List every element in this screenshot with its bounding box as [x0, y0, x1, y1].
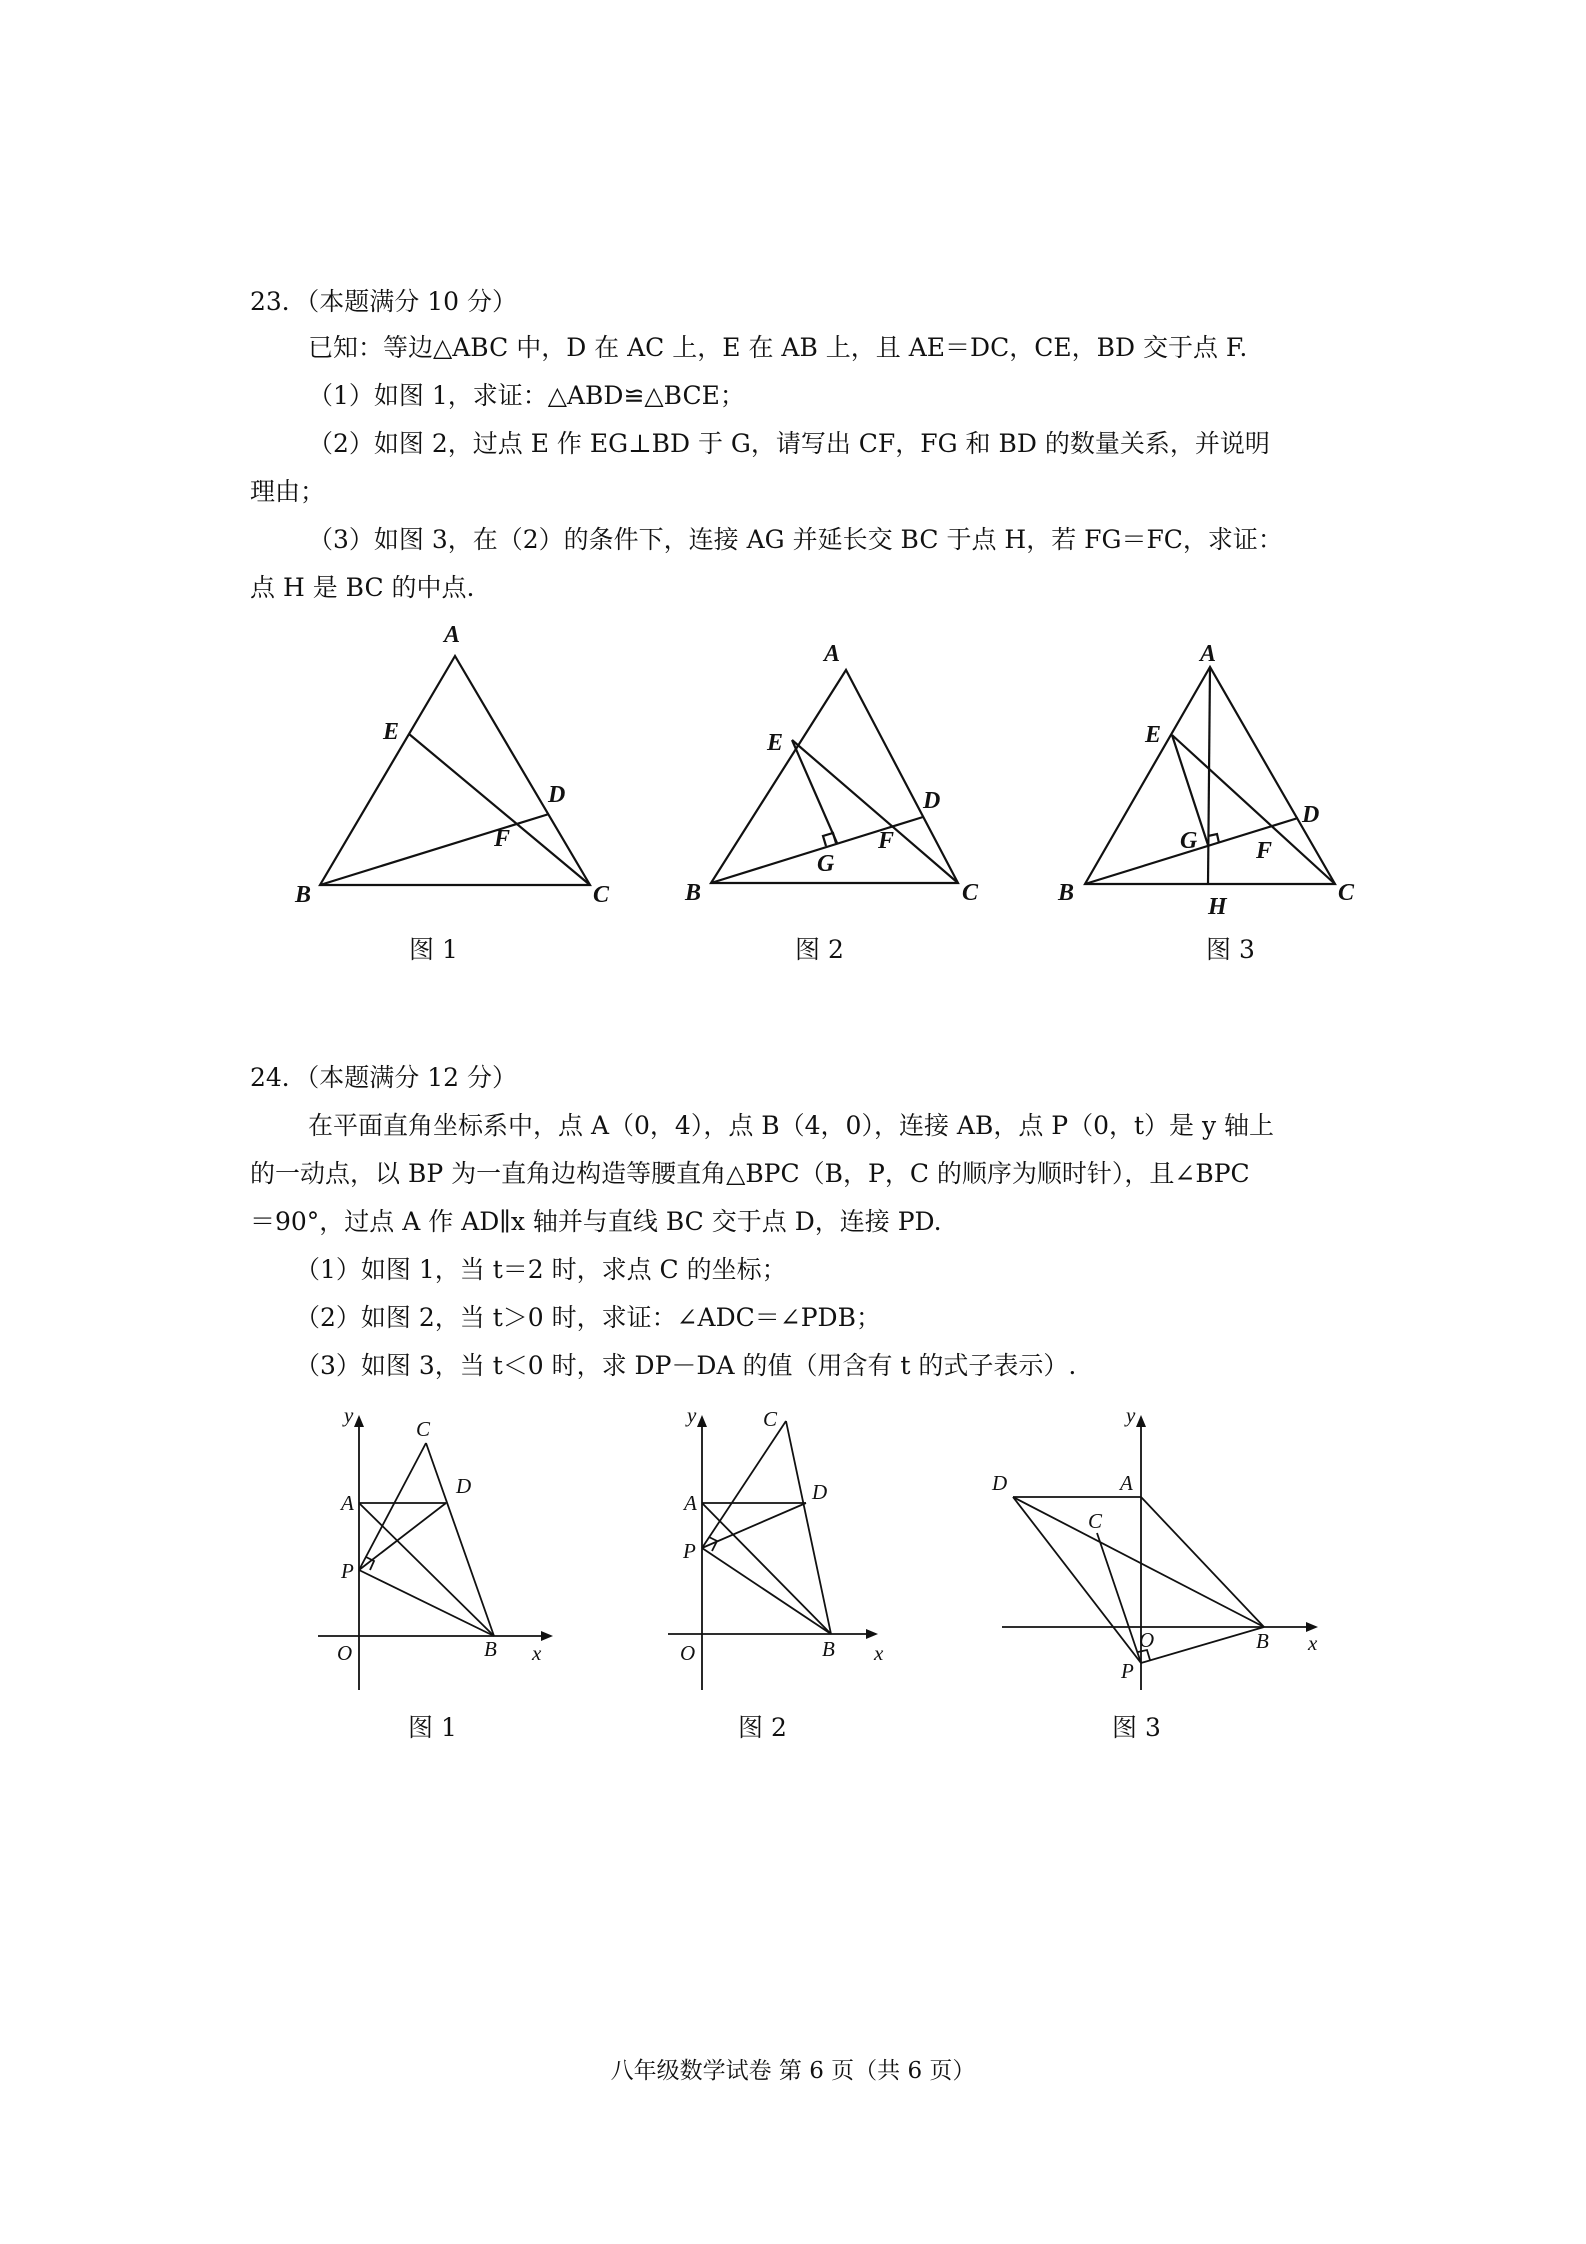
axis-label-y: y	[687, 1403, 697, 1427]
point-label-o: O	[1139, 1628, 1155, 1652]
point-label-b: B	[822, 1637, 835, 1661]
point-label-o: O	[680, 1641, 696, 1665]
point-label-b: B	[1256, 1629, 1269, 1653]
q23-line5: （3）如图 3，在（2）的条件下，连接 AG 并延长交 BC 于点 H，若 FG＝FC，求证：	[308, 525, 1283, 554]
point-label-b: B	[484, 1637, 497, 1661]
point-label-c: C	[416, 1417, 431, 1441]
point-label-p: P	[683, 1539, 696, 1563]
axis-label-y: y	[344, 1403, 354, 1427]
point-label-h: H	[1208, 894, 1227, 920]
q23-figure-2-caption: 图 2	[795, 935, 844, 964]
point-label-a: A	[824, 641, 841, 667]
q23-line3: （2）如图 2，过点 E 作 EG⊥BD 于 G，请写出 CF，FG 和 BD 的数量关系，并说明	[308, 429, 1270, 458]
point-label-a: A	[1120, 1471, 1133, 1495]
point-label-c: C	[593, 882, 610, 908]
q24-figure-1-caption: 图 1	[408, 1713, 457, 1742]
q24-line2: 的一动点，以 BP 为一直角边构造等腰直角△BPC（B，P，C 的顺序为顺时针），且∠BPC	[250, 1159, 1250, 1188]
q23-figure-3	[0, 0, 1586, 1000]
point-label-c: C	[1338, 880, 1355, 906]
segment-ah	[1208, 667, 1210, 884]
point-label-e: E	[383, 719, 400, 745]
point-label-b: B	[685, 880, 702, 906]
q24-figure-3	[0, 1300, 1586, 1750]
q23-figure-1-caption: 图 1	[409, 935, 458, 964]
q24-line6: （3）如图 3，当 t＜0 时，求 DP－DA 的值（用含有 t 的式子表示）.	[295, 1351, 1077, 1380]
point-label-d: D	[1302, 802, 1320, 828]
point-label-a: A	[341, 1491, 354, 1515]
q24-figure-2-caption: 图 2	[738, 1713, 787, 1742]
q24-line3: ＝90°，过点 A 作 AD∥x 轴并与直线 BC 交于点 D，连接 PD.	[250, 1207, 942, 1236]
q24-heading: 24．（本题满分 12 分）	[250, 1063, 518, 1092]
point-label-p: P	[341, 1559, 354, 1583]
point-label-d: D	[923, 788, 941, 814]
q23-line1: 已知：等边△ABC 中，D 在 AC 上，E 在 AB 上，且 AE＝DC，CE，BD 交于点 F.	[308, 333, 1248, 362]
point-label-f: F	[1256, 838, 1273, 864]
right-angle-mark	[1208, 834, 1219, 843]
q24-line1: 在平面直角坐标系中，点 A（0，4），点 B（4，0），连接 AB，点 P（0，t）是 y 轴上	[308, 1111, 1275, 1140]
q24-line4: （1）如图 1，当 t＝2 时，求点 C 的坐标；	[295, 1255, 787, 1284]
q23-heading: 23．（本题满分 10 分）	[250, 287, 518, 316]
q23-line2: （1）如图 1，求证：△ABD≌△BCE；	[308, 381, 745, 410]
point-label-f: F	[494, 826, 511, 852]
point-label-a: A	[1200, 641, 1217, 667]
point-label-c: C	[962, 880, 979, 906]
q23-figure-3-caption: 图 3	[1206, 935, 1255, 964]
point-label-d: D	[456, 1474, 472, 1498]
point-label-d: D	[812, 1480, 828, 1504]
point-label-b: B	[295, 882, 312, 908]
point-label-e: E	[767, 730, 784, 756]
axis-label-y: y	[1126, 1403, 1136, 1427]
point-label-c: C	[763, 1407, 778, 1431]
q23-line4: 理由；	[250, 477, 326, 506]
point-label-c: C	[1088, 1509, 1103, 1533]
point-label-b: B	[1058, 880, 1075, 906]
point-label-e: E	[1145, 722, 1162, 748]
y-axis-arrow	[1136, 1415, 1146, 1427]
axis-label-x: x	[874, 1641, 884, 1665]
point-label-d: D	[548, 782, 566, 808]
point-label-g: G	[817, 851, 835, 877]
point-label-d: D	[992, 1471, 1008, 1495]
point-label-f: F	[878, 828, 895, 854]
point-label-o: O	[337, 1641, 353, 1665]
point-label-p: P	[1121, 1659, 1134, 1683]
point-label-a: A	[684, 1491, 697, 1515]
point-label-g: G	[1180, 828, 1198, 854]
axis-label-x: x	[1308, 1631, 1318, 1655]
page-footer: 八年级数学试卷 第 6 页（共 6 页）	[610, 2058, 976, 2084]
q24-figure-3-caption: 图 3	[1112, 1713, 1161, 1742]
point-label-a: A	[444, 622, 461, 648]
q23-line6: 点 H 是 BC 的中点.	[250, 573, 475, 602]
q24-line5: （2）如图 2，当 t＞0 时，求证：∠ADC＝∠PDB；	[295, 1303, 881, 1332]
axis-label-x: x	[532, 1641, 542, 1665]
